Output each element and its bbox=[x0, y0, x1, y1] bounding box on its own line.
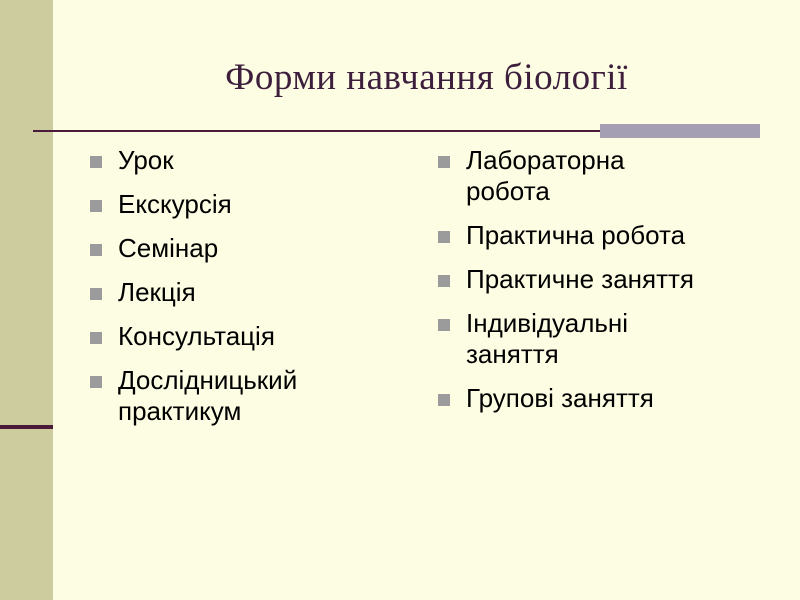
square-bullet-icon bbox=[90, 200, 102, 212]
square-bullet-icon bbox=[438, 319, 450, 331]
list-item-label: Дослідницький практикум bbox=[118, 365, 298, 426]
list-item-label: Групові заняття bbox=[466, 383, 654, 413]
list-item bbox=[90, 233, 390, 264]
square-bullet-icon bbox=[438, 394, 450, 406]
slide-title: Форми навчання біології bbox=[225, 57, 628, 98]
square-bullet-icon bbox=[90, 332, 102, 344]
list-item bbox=[438, 264, 778, 295]
square-bullet-icon bbox=[438, 275, 450, 287]
list-item bbox=[438, 145, 666, 207]
square-bullet-icon bbox=[90, 244, 102, 256]
list-item bbox=[90, 277, 390, 308]
list-item-label: Практична робота bbox=[466, 220, 686, 250]
list-item bbox=[438, 308, 676, 370]
square-bullet-icon bbox=[90, 156, 102, 168]
list-item bbox=[438, 383, 778, 414]
left-bullet-list bbox=[90, 145, 390, 440]
list-item bbox=[90, 145, 390, 176]
divider-accent-block bbox=[600, 124, 760, 138]
list-item bbox=[438, 220, 778, 251]
left-sidebar-bar bbox=[0, 0, 53, 600]
square-bullet-icon bbox=[438, 156, 450, 168]
list-item bbox=[90, 189, 390, 220]
list-item bbox=[90, 365, 358, 427]
left-accent-line bbox=[0, 425, 53, 429]
square-bullet-icon bbox=[90, 376, 102, 388]
list-item bbox=[90, 321, 390, 352]
list-item-label: Практичне заняття bbox=[466, 264, 695, 294]
list-item-label: Екскурсія bbox=[118, 189, 232, 219]
list-item-label: Індивідуальні заняття bbox=[466, 308, 629, 369]
list-item-label: Урок bbox=[118, 145, 174, 175]
list-item-label: Консультація bbox=[118, 321, 275, 351]
list-item-label: Семінар bbox=[118, 233, 219, 263]
list-item-label: Лекція bbox=[118, 277, 196, 307]
right-bullet-list bbox=[438, 145, 778, 427]
list-item-label: Лабораторна робота bbox=[466, 145, 625, 206]
square-bullet-icon bbox=[438, 231, 450, 243]
square-bullet-icon bbox=[90, 288, 102, 300]
